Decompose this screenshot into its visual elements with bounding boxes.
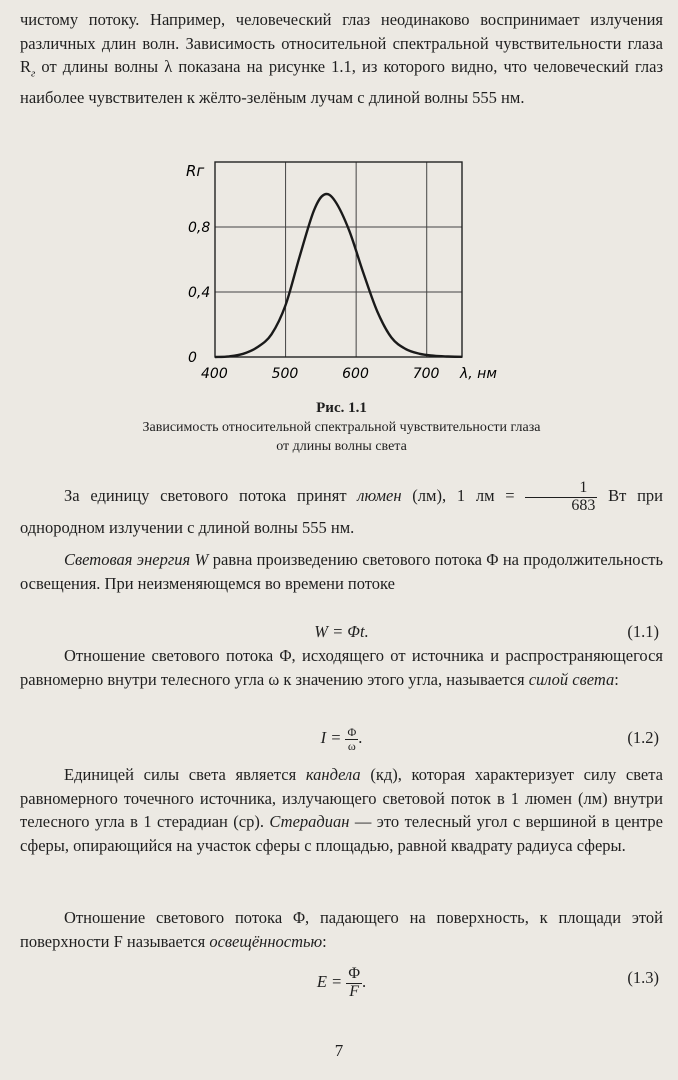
x-tick-label: 600 (342, 366, 369, 382)
caption-line-2: от длины волны света (276, 439, 407, 454)
paragraph-lumen (20, 480, 663, 541)
formula-lhs: I = (320, 728, 342, 747)
text-run: Отношение светового потока Φ, исходящего от источника и распространяющегося равномерно внутри телесного угла ω к значению этого угла, называется (20, 646, 663, 689)
text-run: — это телесный угол с вершиной в центре сферы, опирающийся на участок сферы с площадью, равной квадрату радиуса сферы. (20, 812, 663, 855)
term-illuminance: освещённостью (209, 931, 323, 951)
formula-number: (1.3) (627, 968, 659, 987)
paragraph-luminous-intensity (20, 644, 663, 691)
x-tick-label: 700 (412, 366, 440, 382)
paragraph-candela (20, 763, 663, 857)
formula-expression (20, 966, 663, 1001)
text-run: За единицу светового потока принят (64, 486, 358, 506)
fraction-denominator: 683 (571, 496, 596, 514)
y-tick-label: 0,4 (188, 285, 211, 301)
text-run: : (322, 931, 327, 951)
formula-expression: W = Φt. (314, 622, 369, 641)
term-candela: кандела (305, 765, 361, 784)
formula-dot: . (362, 972, 367, 992)
term-luminous-intensity: силой света (528, 669, 615, 689)
fraction-1-over-683 (525, 480, 597, 515)
text-run: Единицей силы света является (64, 765, 306, 784)
chart-grid (215, 162, 462, 357)
formula-number: (1.1) (627, 622, 659, 641)
text-run: (кд), которая характеризует силу света равномерного точечного источника, излучающего световой поток в 1 люмен (лм) внутри телесного угла в 1 стерадиан (ср). (20, 765, 663, 831)
subscript-r: г (31, 67, 36, 80)
formula-1-3 (20, 965, 663, 1000)
formula-1-2 (20, 725, 663, 753)
fraction-numerator: Φ (347, 725, 357, 740)
figure-number: Рис. 1.1 (316, 400, 367, 416)
text-run: (лм), 1 лм = (401, 486, 526, 506)
sensitivity-curve (215, 194, 462, 357)
paragraph-light-energy (20, 548, 663, 595)
x-tick-label: 500 (271, 366, 299, 382)
x-tick-label: 400 (201, 366, 228, 382)
caption-line-1: Зависимость относительной спектральной чувствительности глаза (142, 420, 541, 435)
term-light-energy: Световая энергия W (64, 550, 209, 569)
formula-expression (20, 726, 663, 752)
y-tick-label: 0,8 (188, 220, 211, 236)
term-steradian: Стерадиан (269, 812, 350, 831)
text-run: равна произведению светового потока Φ на продолжительность освещения. При неизменяющемся во времени потоке (20, 550, 663, 593)
y-tick-label: 0 (188, 350, 197, 366)
formula-number: (1.2) (627, 728, 659, 747)
figure-caption (20, 399, 663, 456)
text-run: от длины волны λ показана на рисунке 1.1, из которого видно, что человеческий глаз наиболее чувствителен к жёлто-зелёным лучам с длиной волны 555 нм. (20, 57, 663, 107)
fraction-denominator: ω (347, 738, 356, 753)
paragraph-illuminance (20, 906, 663, 953)
y-axis-label: Rг (186, 162, 205, 180)
formula-lhs: E = (316, 972, 343, 992)
text-run: чистому потоку. Например, человеческий глаз неодинаково воспринимает излучения различных длин волн. Зависимость относительной спектральной чувствительности глаза R (20, 10, 663, 76)
fraction-numerator: 1 (525, 480, 597, 498)
x-tick-labels (201, 366, 440, 382)
text-run: : (614, 669, 619, 689)
text-run: Вт при однородном излучении с длиной волны 555 нм. (20, 486, 663, 537)
x-axis-label: λ, нм (460, 366, 497, 382)
y-tick-labels (188, 220, 210, 366)
fraction-phi-over-omega (345, 726, 358, 752)
plot-frame (215, 162, 462, 357)
sensitivity-chart (0, 0, 678, 390)
formula-dot: . (358, 728, 363, 747)
term-lumen: люмен (357, 486, 402, 506)
fraction-phi-over-f (346, 966, 362, 1001)
formula-1-1 (20, 620, 663, 644)
page-number: 7 (334, 1041, 344, 1060)
fraction-numerator: Φ (348, 965, 361, 982)
fraction-denominator: F (349, 982, 360, 1000)
text-run: Отношение светового потока Φ, падающего на поверхность, к площади этой поверхности F называется (20, 908, 663, 951)
